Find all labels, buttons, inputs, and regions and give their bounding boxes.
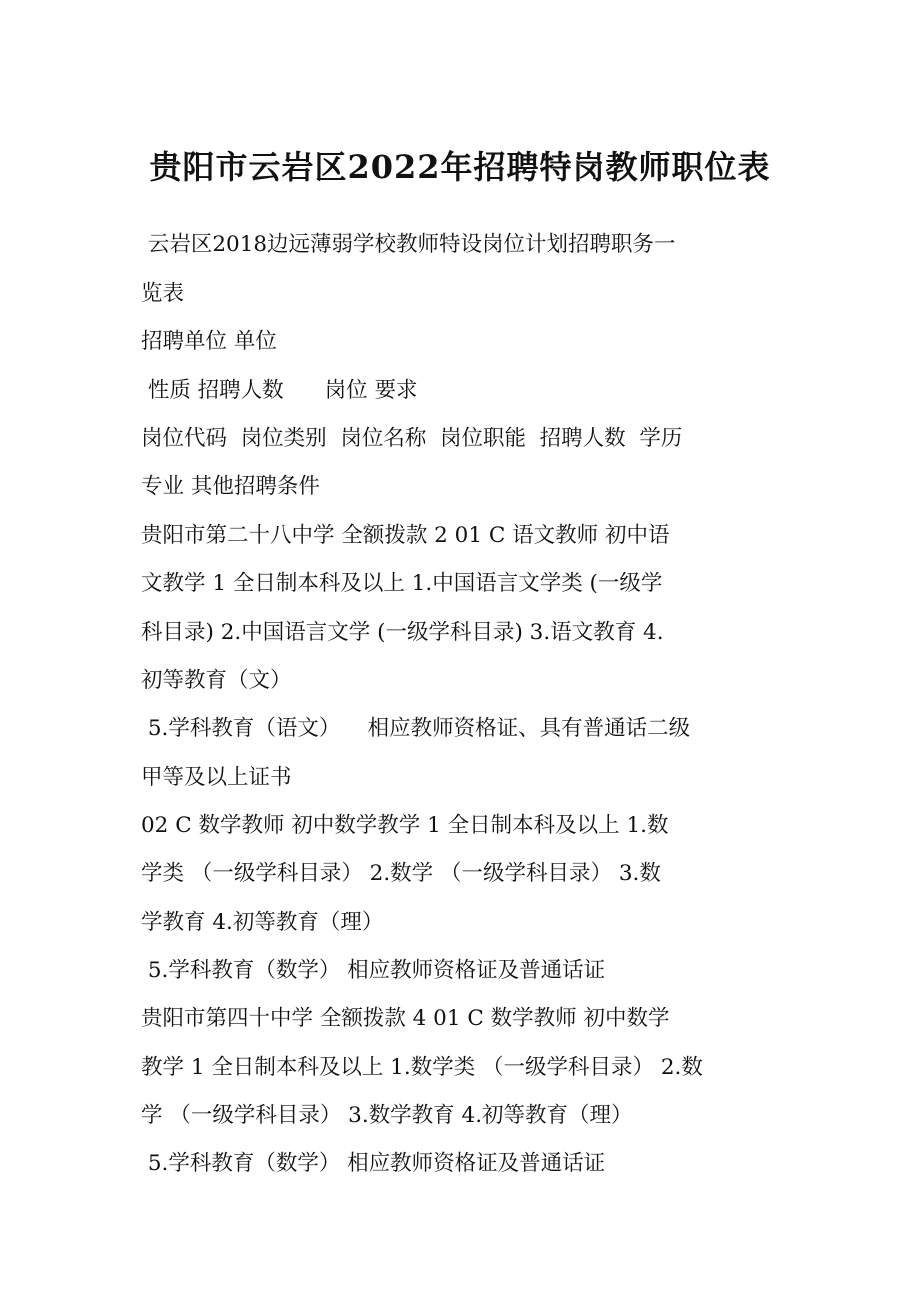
body-line: 贵阳市第二十八中学 全额拨款 2 01 C 语文教师 初中语 <box>141 523 670 548</box>
body-line: 岗位代码 岗位类别 岗位名称 岗位职能 招聘人数 学历 <box>141 426 683 451</box>
body-line: 云岩区2018边远薄弱学校教师特设岗位计划招聘职务一 <box>141 232 676 257</box>
body-line: 学 （一级学科目录） 3.数学教育 4.初等教育（理） <box>141 1103 633 1128</box>
body-line: 甲等及以上证书 <box>141 765 292 790</box>
body-line: 专业 其他招聘条件 <box>141 474 320 499</box>
body-line: 5.学科教育（数学） 相应教师资格证及普通话证 <box>141 1151 606 1176</box>
body-line: 文教学 1 全日制本科及以上 1.中国语言文学类 (一级学 <box>141 571 663 596</box>
body-line: 览表 <box>141 281 185 306</box>
document-title: 贵阳市云岩区2022年招聘特岗教师职位表 <box>149 148 771 186</box>
body-line: 5.学科教育（语文） 相应教师资格证、具有普通话二级 <box>141 716 691 741</box>
body-line: 性质 招聘人数 岗位 要求 <box>141 378 418 403</box>
body-line: 02 C 数学教师 初中数学教学 1 全日制本科及以上 1.数 <box>141 813 669 838</box>
body-line: 招聘单位 单位 <box>141 329 277 354</box>
body-line: 科目录) 2.中国语言文学 (一级学科目录) 3.语文教育 4. <box>141 620 664 645</box>
body-line: 学类 （一级学科目录） 2.数学 （一级学科目录） 3.数 <box>141 861 661 886</box>
body-line: 学教育 4.初等教育（理） <box>141 910 384 935</box>
body-line: 教学 1 全日制本科及以上 1.数学类 （一级学科目录） 2.数 <box>141 1055 703 1080</box>
body-line: 初等教育（文） <box>141 668 292 693</box>
body-line: 5.学科教育（数学） 相应教师资格证及普通话证 <box>141 958 606 983</box>
body-line: 贵阳市第四十中学 全额拨款 4 01 C 数学教师 初中数学 <box>141 1006 670 1031</box>
